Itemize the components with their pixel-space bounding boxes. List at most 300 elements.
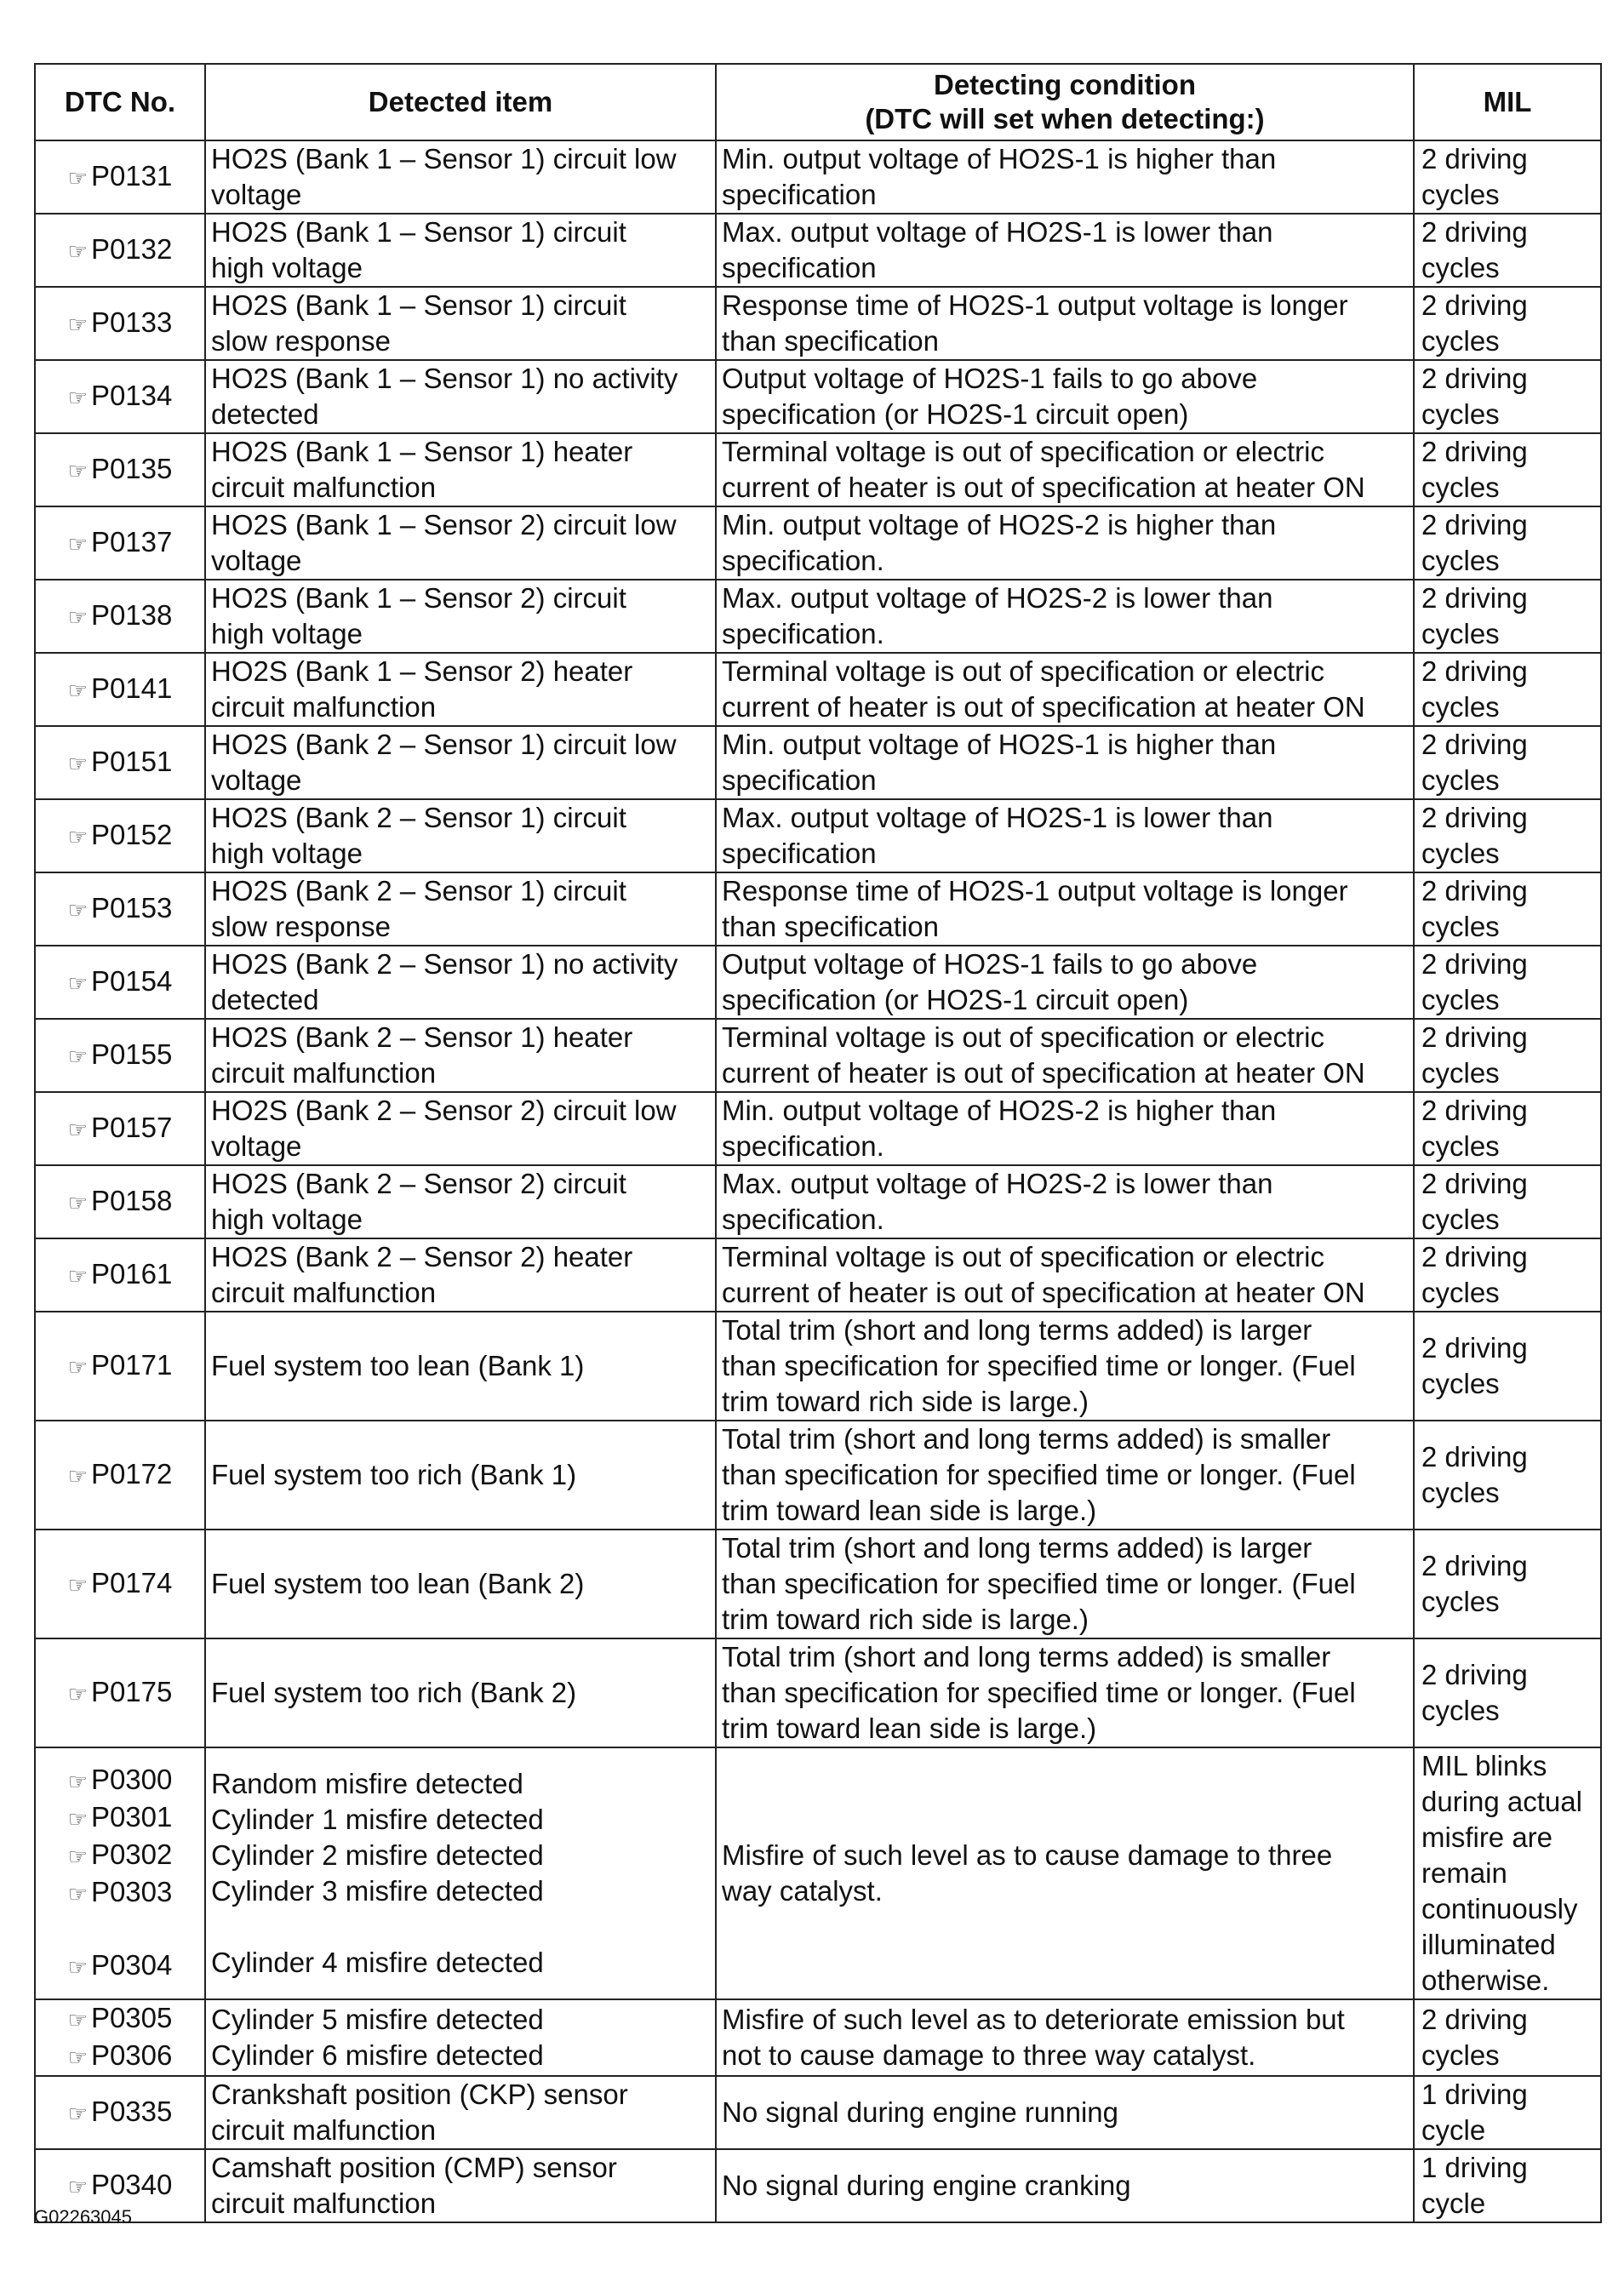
condition-text: Min. output voltage of HO2S-1 is higher than bbox=[722, 143, 1277, 174]
condition-text: Output voltage of HO2S-1 fails to go above bbox=[722, 948, 1258, 980]
pointing-hand-icon: ☞ bbox=[67, 1572, 88, 1598]
mil-cell bbox=[1414, 726, 1601, 799]
dtc-code bbox=[41, 1837, 199, 1874]
table-row bbox=[35, 2076, 1601, 2149]
condition-text: specification bbox=[722, 252, 877, 283]
condition-text: Max. output voltage of HO2S-1 is lower than bbox=[722, 802, 1273, 833]
detected-item-text: voltage bbox=[211, 1130, 302, 1162]
condition-text: Terminal voltage is out of specification or electric bbox=[722, 1241, 1324, 1272]
table-row bbox=[35, 726, 1601, 799]
table-row bbox=[35, 287, 1601, 360]
detected-item-cell bbox=[205, 799, 716, 872]
condition-text: Misfire of such level as to deteriorate emission but bbox=[722, 2004, 1345, 2035]
pointing-hand-icon: ☞ bbox=[67, 1263, 88, 1289]
mil-cell bbox=[1414, 2076, 1601, 2149]
condition-text: specification. bbox=[722, 1204, 884, 1235]
detected-item-cell bbox=[205, 214, 716, 287]
detected-item-text: Camshaft position (CMP) sensor bbox=[211, 2152, 617, 2183]
condition-text: Misfire of such level as to cause damage to three bbox=[722, 1839, 1333, 1871]
dtc-code bbox=[41, 671, 199, 708]
dtc-code bbox=[41, 817, 199, 855]
condition-cell bbox=[716, 653, 1414, 726]
mil-cell bbox=[1414, 287, 1601, 360]
mil-cell bbox=[1414, 360, 1601, 433]
condition-cell bbox=[716, 1238, 1414, 1312]
dtc-cell bbox=[35, 1092, 205, 1165]
pointing-hand-icon: ☞ bbox=[67, 1117, 88, 1142]
mil-text: cycles bbox=[1421, 1204, 1500, 1235]
dtc-code bbox=[41, 1037, 199, 1074]
dtc-code-text: P0303 bbox=[90, 1876, 173, 1907]
table-row bbox=[35, 1638, 1601, 1747]
detected-item-cell bbox=[205, 287, 716, 360]
condition-text: Max. output voltage of HO2S-2 is lower than bbox=[722, 582, 1273, 614]
dtc-code bbox=[41, 1799, 199, 1837]
detected-item-cell bbox=[205, 872, 716, 946]
dtc-code bbox=[41, 2000, 199, 2038]
dtc-code bbox=[41, 1874, 199, 1912]
table-row bbox=[35, 799, 1601, 872]
condition-text: No signal during engine cranking bbox=[722, 2170, 1131, 2201]
dtc-cell bbox=[35, 1747, 205, 1999]
mil-text: 2 driving bbox=[1421, 363, 1528, 394]
header-mil: MIL bbox=[1414, 64, 1601, 140]
detected-item-text: voltage bbox=[211, 545, 302, 576]
dtc-code bbox=[41, 964, 199, 1001]
detected-item-text: HO2S (Bank 1 – Sensor 1) no activity bbox=[211, 363, 678, 394]
condition-cell bbox=[716, 1638, 1414, 1747]
pointing-hand-icon: ☞ bbox=[67, 1463, 88, 1489]
dtc-code-text: P0155 bbox=[90, 1038, 173, 1070]
condition-cell bbox=[716, 1165, 1414, 1238]
dtc-table bbox=[34, 63, 1602, 2223]
condition-text: than specification for specified time or longer. (Fuel bbox=[722, 1350, 1356, 1381]
header-dtc: DTC No. bbox=[35, 64, 205, 140]
condition-text: than specification for specified time or longer. (Fuel bbox=[722, 1677, 1356, 1708]
condition-text: Min. output voltage of HO2S-2 is higher than bbox=[722, 509, 1277, 540]
condition-cell bbox=[716, 1092, 1414, 1165]
table-row bbox=[35, 360, 1601, 433]
condition-cell bbox=[716, 1312, 1414, 1421]
dtc-code-text: P0138 bbox=[90, 599, 173, 631]
mil-cell bbox=[1414, 433, 1601, 506]
mil-cell bbox=[1414, 872, 1601, 946]
table-row bbox=[35, 506, 1601, 580]
dtc-cell bbox=[35, 580, 205, 653]
detected-item-text: HO2S (Bank 1 – Sensor 1) circuit low bbox=[211, 143, 677, 174]
dtc-code bbox=[41, 232, 199, 269]
misfire-group-row bbox=[35, 1747, 1601, 1999]
detected-item-text: Cylinder 6 misfire detected bbox=[211, 2039, 544, 2071]
figure-id: G02263045 bbox=[34, 2206, 132, 2227]
condition-text: not to cause damage to three way catalyst. bbox=[722, 2039, 1256, 2071]
pointing-hand-icon: ☞ bbox=[67, 1954, 88, 1980]
header-detected-item: Detected item bbox=[205, 64, 716, 140]
detected-item-cell bbox=[205, 726, 716, 799]
condition-text: Min. output voltage of HO2S-2 is higher than bbox=[722, 1095, 1277, 1126]
mil-text: illuminated bbox=[1421, 1929, 1556, 1960]
pointing-hand-icon: ☞ bbox=[67, 2174, 88, 2199]
dtc-cell bbox=[35, 433, 205, 506]
condition-text: current of heater is out of specification at heater ON bbox=[722, 472, 1365, 503]
dtc-code bbox=[41, 1110, 199, 1147]
condition-text: No signal during engine running bbox=[722, 2096, 1118, 2128]
condition-text: specification bbox=[722, 764, 877, 796]
mil-cell bbox=[1414, 2149, 1601, 2222]
condition-text: Total trim (short and long terms added) is larger bbox=[722, 1314, 1312, 1346]
mil-text: 2 driving bbox=[1421, 1168, 1528, 1199]
dtc-code bbox=[41, 1762, 199, 1799]
detected-item-text: high voltage bbox=[211, 618, 363, 649]
dtc-code-text: P0306 bbox=[90, 2039, 173, 2071]
pointing-hand-icon: ☞ bbox=[67, 824, 88, 849]
dtc-cell bbox=[35, 726, 205, 799]
condition-text: Max. output voltage of HO2S-2 is lower than bbox=[722, 1168, 1273, 1199]
pointing-hand-icon: ☞ bbox=[67, 165, 88, 191]
detected-item-text: Cylinder 2 misfire detected bbox=[211, 1839, 544, 1871]
table-header-row bbox=[35, 64, 1601, 140]
detected-item-text: voltage bbox=[211, 179, 302, 210]
condition-text: than specification bbox=[722, 911, 939, 942]
detected-item-text: HO2S (Bank 1 – Sensor 1) circuit bbox=[211, 216, 626, 248]
table-row bbox=[35, 1530, 1601, 1638]
mil-cell bbox=[1414, 140, 1601, 214]
header-condition-line1: Detecting condition bbox=[934, 69, 1196, 100]
mil-text: 2 driving bbox=[1421, 509, 1528, 540]
condition-cell bbox=[716, 2076, 1414, 2149]
dtc-code-text: P0154 bbox=[90, 965, 173, 997]
detected-item-cell bbox=[205, 1421, 716, 1530]
detected-item-text: slow response bbox=[211, 325, 391, 357]
mil-text: MIL blinks bbox=[1421, 1750, 1547, 1781]
condition-cell bbox=[716, 360, 1414, 433]
condition-text: trim toward rich side is large.) bbox=[722, 1604, 1089, 1635]
mil-text: 1 driving bbox=[1421, 2079, 1528, 2110]
dtc-cell bbox=[35, 1238, 205, 1312]
detected-item-cell bbox=[205, 1638, 716, 1747]
dtc-code-text: P0152 bbox=[90, 819, 173, 850]
condition-text: than specification for specified time or longer. (Fuel bbox=[722, 1568, 1356, 1599]
detected-item-cell bbox=[205, 580, 716, 653]
condition-text: Min. output voltage of HO2S-1 is higher than bbox=[722, 729, 1277, 760]
table-row bbox=[35, 946, 1601, 1019]
dtc-code-text: P0132 bbox=[90, 233, 173, 265]
pointing-hand-icon: ☞ bbox=[67, 2007, 88, 2033]
detected-item-text: high voltage bbox=[211, 252, 363, 283]
condition-cell bbox=[716, 799, 1414, 872]
detected-item-text: Fuel system too rich (Bank 2) bbox=[211, 1677, 577, 1708]
table-row bbox=[35, 653, 1601, 726]
detected-item-text: slow response bbox=[211, 911, 391, 942]
mil-cell bbox=[1414, 1312, 1601, 1421]
dtc-cell bbox=[35, 1019, 205, 1092]
table-row bbox=[35, 872, 1601, 946]
mil-text: cycles bbox=[1421, 472, 1500, 503]
mil-text: cycles bbox=[1421, 325, 1500, 357]
dtc-code-text: P0131 bbox=[90, 160, 173, 192]
mil-text: misfire are bbox=[1421, 1821, 1553, 1853]
detected-item-text: HO2S (Bank 1 – Sensor 2) circuit low bbox=[211, 509, 677, 540]
detected-item-cell bbox=[205, 1999, 716, 2076]
condition-text: current of heater is out of specification at heater ON bbox=[722, 1057, 1365, 1089]
header-detecting-condition bbox=[716, 64, 1414, 140]
table-body bbox=[35, 140, 1601, 2222]
misfire-group2-row bbox=[35, 1999, 1601, 2076]
mil-text: 2 driving bbox=[1421, 216, 1528, 248]
pointing-hand-icon: ☞ bbox=[67, 751, 88, 776]
detected-item-cell bbox=[205, 360, 716, 433]
pointing-hand-icon: ☞ bbox=[67, 678, 88, 703]
mil-cell bbox=[1414, 799, 1601, 872]
detected-item-cell bbox=[205, 1530, 716, 1638]
mil-text: cycle bbox=[1421, 2187, 1486, 2219]
condition-text: trim toward lean side is large.) bbox=[722, 1495, 1097, 1526]
mil-cell bbox=[1414, 506, 1601, 580]
mil-text: 2 driving bbox=[1421, 1021, 1528, 1053]
detected-item-cell bbox=[205, 433, 716, 506]
mil-cell bbox=[1414, 1421, 1601, 1530]
condition-text: specification bbox=[722, 179, 877, 210]
pointing-hand-icon: ☞ bbox=[67, 1844, 88, 1869]
dtc-code-text: P0304 bbox=[90, 1949, 173, 1981]
condition-text: current of heater is out of specification at heater ON bbox=[722, 1277, 1365, 1308]
condition-text: specification. bbox=[722, 618, 884, 649]
table-row bbox=[35, 1238, 1601, 1312]
detected-item-text: HO2S (Bank 2 – Sensor 1) no activity bbox=[211, 948, 678, 980]
mil-text: cycles bbox=[1421, 691, 1500, 723]
condition-text: specification. bbox=[722, 1130, 884, 1162]
dtc-code-text: P0174 bbox=[90, 1567, 173, 1598]
detected-item-text: HO2S (Bank 1 – Sensor 1) heater bbox=[211, 436, 633, 467]
pointing-hand-icon: ☞ bbox=[67, 1354, 88, 1380]
detected-item-text: circuit malfunction bbox=[211, 691, 437, 723]
mil-text: cycles bbox=[1421, 545, 1500, 576]
condition-text: Response time of HO2S-1 output voltage is longer bbox=[722, 875, 1348, 906]
pointing-hand-icon: ☞ bbox=[67, 238, 88, 264]
dtc-code-text: P0134 bbox=[90, 380, 173, 411]
detected-item-text: Cylinder 5 misfire detected bbox=[211, 2004, 544, 2035]
detected-item-text: circuit malfunction bbox=[211, 1057, 437, 1089]
dtc-cell bbox=[35, 1638, 205, 1747]
dtc-cell bbox=[35, 653, 205, 726]
detected-item-text: circuit malfunction bbox=[211, 472, 437, 503]
detected-item-cell bbox=[205, 140, 716, 214]
mil-text: cycles bbox=[1421, 1477, 1500, 1508]
detected-item-text: voltage bbox=[211, 764, 302, 796]
pointing-hand-icon: ☞ bbox=[67, 1806, 88, 1832]
detected-item-text: detected bbox=[211, 398, 319, 430]
dtc-code-text: P0158 bbox=[90, 1185, 173, 1216]
mil-text: 2 driving bbox=[1421, 1095, 1528, 1126]
table-row bbox=[35, 214, 1601, 287]
condition-cell bbox=[716, 1999, 1414, 2076]
mil-text: cycles bbox=[1421, 984, 1500, 1015]
mil-text: 2 driving bbox=[1421, 948, 1528, 980]
header-condition-line2: (DTC will set when detecting:) bbox=[865, 103, 1265, 134]
mil-text: 2 driving bbox=[1421, 655, 1528, 687]
table-row bbox=[35, 1165, 1601, 1238]
mil-text: cycles bbox=[1421, 618, 1500, 649]
mil-text: during actual bbox=[1421, 1786, 1582, 1817]
dtc-code bbox=[41, 598, 199, 635]
condition-cell bbox=[716, 872, 1414, 946]
dtc-code-text: P0305 bbox=[90, 2002, 173, 2033]
dtc-code bbox=[41, 305, 199, 342]
condition-cell bbox=[716, 506, 1414, 580]
mil-text: 2 driving bbox=[1421, 875, 1528, 906]
mil-cell bbox=[1414, 946, 1601, 1019]
detected-item-text: HO2S (Bank 2 – Sensor 1) heater bbox=[211, 1021, 633, 1053]
condition-text: Total trim (short and long terms added) is smaller bbox=[722, 1641, 1331, 1673]
detected-item-cell bbox=[205, 1312, 716, 1421]
condition-text: Terminal voltage is out of specification or electric bbox=[722, 436, 1324, 467]
condition-cell bbox=[716, 214, 1414, 287]
condition-text: way catalyst. bbox=[722, 1875, 883, 1907]
condition-cell bbox=[716, 287, 1414, 360]
condition-cell bbox=[716, 2149, 1414, 2222]
dtc-code-text: P0137 bbox=[90, 526, 173, 558]
dtc-code bbox=[41, 158, 199, 196]
condition-text: Total trim (short and long terms added) is larger bbox=[722, 1532, 1312, 1564]
pointing-hand-icon: ☞ bbox=[67, 1044, 88, 1069]
mil-text: 2 driving bbox=[1421, 729, 1528, 760]
detected-item-cell bbox=[205, 1019, 716, 1092]
detected-item-text: Random misfire detected bbox=[211, 1768, 523, 1799]
dtc-code-text: P0141 bbox=[90, 672, 173, 704]
dtc-code bbox=[41, 2038, 199, 2075]
dtc-cell bbox=[35, 1999, 205, 2076]
detected-item-cell bbox=[205, 1238, 716, 1312]
dtc-code bbox=[41, 1256, 199, 1294]
condition-text: trim toward lean side is large.) bbox=[722, 1713, 1097, 1744]
dtc-cell bbox=[35, 360, 205, 433]
mil-cell bbox=[1414, 1092, 1601, 1165]
dtc-code bbox=[41, 890, 199, 928]
detected-item-cell bbox=[205, 1747, 716, 1999]
pointing-hand-icon: ☞ bbox=[67, 531, 88, 557]
mil-text: otherwise. bbox=[1421, 1964, 1550, 1996]
condition-cell bbox=[716, 1530, 1414, 1638]
detected-item-text: HO2S (Bank 2 – Sensor 1) circuit bbox=[211, 802, 626, 833]
mil-text: 2 driving bbox=[1421, 2004, 1528, 2035]
condition-text: Response time of HO2S-1 output voltage is longer bbox=[722, 289, 1348, 321]
table-row bbox=[35, 2149, 1601, 2222]
detected-item-cell bbox=[205, 653, 716, 726]
detected-item-cell bbox=[205, 506, 716, 580]
dtc-code bbox=[41, 1947, 199, 1985]
detected-item-text: HO2S (Bank 2 – Sensor 1) circuit bbox=[211, 875, 626, 906]
dtc-code-text: P0171 bbox=[90, 1349, 173, 1381]
condition-cell bbox=[716, 946, 1414, 1019]
pointing-hand-icon: ☞ bbox=[67, 1190, 88, 1215]
dtc-cell bbox=[35, 1530, 205, 1638]
mil-text: 2 driving bbox=[1421, 289, 1528, 321]
detected-item-text: high voltage bbox=[211, 838, 363, 869]
mil-cell bbox=[1414, 1019, 1601, 1092]
condition-cell bbox=[716, 580, 1414, 653]
table-row bbox=[35, 580, 1601, 653]
dtc-code bbox=[41, 2094, 199, 2131]
dtc-code-text: P0151 bbox=[90, 746, 173, 777]
detected-item-text: circuit malfunction bbox=[211, 2114, 437, 2146]
pointing-hand-icon: ☞ bbox=[67, 385, 88, 410]
dtc-cell bbox=[35, 506, 205, 580]
spacer bbox=[41, 1912, 199, 1947]
mil-text: 2 driving bbox=[1421, 436, 1528, 467]
dtc-code-text: P0157 bbox=[90, 1112, 173, 1143]
detected-item-text: Crankshaft position (CKP) sensor bbox=[211, 2079, 628, 2110]
detected-item-text: Fuel system too lean (Bank 1) bbox=[211, 1350, 585, 1381]
dtc-code bbox=[41, 1565, 199, 1603]
dtc-code bbox=[41, 1674, 199, 1712]
mil-cell bbox=[1414, 1638, 1601, 1747]
dtc-cell bbox=[35, 2076, 205, 2149]
table-row bbox=[35, 1019, 1601, 1092]
detected-item-text: high voltage bbox=[211, 1204, 363, 1235]
detected-item-text: HO2S (Bank 1 – Sensor 1) circuit bbox=[211, 289, 626, 321]
mil-cell bbox=[1414, 1238, 1601, 1312]
detected-item-text: circuit malfunction bbox=[211, 1277, 437, 1308]
dtc-cell bbox=[35, 1165, 205, 1238]
detected-item-text: Fuel system too lean (Bank 2) bbox=[211, 1568, 585, 1599]
pointing-hand-icon: ☞ bbox=[67, 312, 88, 337]
dtc-table-sheet bbox=[34, 63, 1600, 2223]
detected-item-text: HO2S (Bank 2 – Sensor 2) heater bbox=[211, 1241, 633, 1272]
mil-text: cycles bbox=[1421, 1057, 1500, 1089]
condition-text: Terminal voltage is out of specification or electric bbox=[722, 655, 1324, 687]
pointing-hand-icon: ☞ bbox=[67, 1681, 88, 1707]
condition-text: than specification for specified time or longer. (Fuel bbox=[722, 1459, 1356, 1490]
detected-item-cell bbox=[205, 1165, 716, 1238]
dtc-cell bbox=[35, 1312, 205, 1421]
condition-text: current of heater is out of specification at heater ON bbox=[722, 691, 1365, 723]
dtc-code bbox=[41, 1456, 199, 1494]
dtc-code-text: P0335 bbox=[90, 2096, 173, 2127]
condition-cell bbox=[716, 1747, 1414, 1999]
dtc-code-text: P0172 bbox=[90, 1458, 173, 1490]
dtc-cell bbox=[35, 287, 205, 360]
mil-text: cycles bbox=[1421, 1586, 1500, 1617]
condition-text: specification (or HO2S-1 circuit open) bbox=[722, 398, 1189, 430]
mil-text: 2 driving bbox=[1421, 1550, 1528, 1581]
dtc-code bbox=[41, 451, 199, 489]
dtc-code-text: P0161 bbox=[90, 1258, 173, 1289]
dtc-code-text: P0133 bbox=[90, 306, 173, 338]
dtc-cell bbox=[35, 1421, 205, 1530]
mil-text: cycles bbox=[1421, 838, 1500, 869]
condition-cell bbox=[716, 433, 1414, 506]
dtc-code bbox=[41, 744, 199, 781]
dtc-code bbox=[41, 2167, 199, 2204]
dtc-cell bbox=[35, 140, 205, 214]
mil-text: cycles bbox=[1421, 179, 1500, 210]
mil-text: remain bbox=[1421, 1857, 1507, 1889]
mil-text: 2 driving bbox=[1421, 1241, 1528, 1272]
detected-item-text: circuit malfunction bbox=[211, 2187, 437, 2219]
condition-text: Max. output voltage of HO2S-1 is lower than bbox=[722, 216, 1273, 248]
condition-text: than specification bbox=[722, 325, 939, 357]
dtc-cell bbox=[35, 214, 205, 287]
mil-text: cycles bbox=[1421, 1277, 1500, 1308]
mil-cell bbox=[1414, 1530, 1601, 1638]
detected-item-text: HO2S (Bank 2 – Sensor 2) circuit bbox=[211, 1168, 626, 1199]
pointing-hand-icon: ☞ bbox=[67, 1769, 88, 1794]
pointing-hand-icon: ☞ bbox=[67, 970, 88, 996]
detected-item-text: HO2S (Bank 1 – Sensor 2) heater bbox=[211, 655, 633, 687]
mil-text: 2 driving bbox=[1421, 582, 1528, 614]
pointing-hand-icon: ☞ bbox=[67, 604, 88, 630]
dtc-cell bbox=[35, 946, 205, 1019]
